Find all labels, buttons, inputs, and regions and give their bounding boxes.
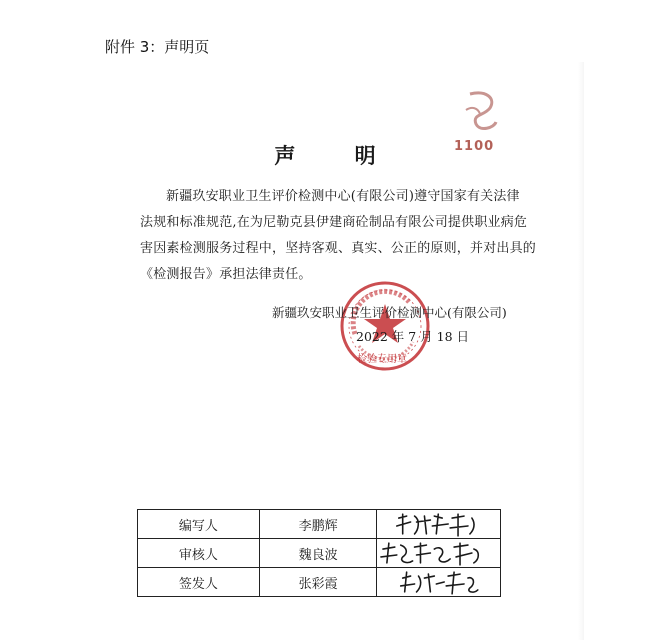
role-cell: 编写人 xyxy=(138,510,260,539)
declaration-title: 声 明 xyxy=(274,143,402,168)
name-cell: 李鹏辉 xyxy=(259,510,377,539)
name-cell: 魏良波 xyxy=(259,539,377,568)
table-row xyxy=(138,568,501,597)
table-row xyxy=(138,539,501,568)
table-row xyxy=(138,510,501,539)
handwritten-signature-cell xyxy=(377,510,501,539)
corner-mark-text: 1100 xyxy=(454,139,495,154)
signature-date: 2022 年 7 月 18 日 xyxy=(356,329,470,344)
handwritten-signature-cell xyxy=(377,568,501,597)
body-line: 新疆玖安职业卫生评价检测中心(有限公司)遵守国家有关法律 xyxy=(166,189,520,204)
signoff-table xyxy=(137,509,501,597)
role-cell: 审核人 xyxy=(138,539,260,568)
handwritten-signature xyxy=(377,539,500,567)
body-line: 害因素检测服务过程中，坚持客观、真实、公正的原则，并对出具的 xyxy=(140,241,537,256)
body-line: 法规和标准规范,在为尼勒克县伊建商砼制品有限公司提供职业病危 xyxy=(140,215,528,230)
signature-organization: 新疆玖安职业卫生评价检测中心(有限公司) xyxy=(272,305,507,320)
handwritten-signature xyxy=(377,568,500,596)
body-line: 《检测报告》承担法律责任。 xyxy=(140,267,312,282)
declaration-body xyxy=(140,184,537,288)
role-cell: 签发人 xyxy=(138,568,260,597)
attachment-label: 附件 3：声明页 xyxy=(105,38,210,56)
seal-label: 检验专用章 xyxy=(357,354,407,365)
handwritten-signature-cell xyxy=(377,539,501,568)
name-cell: 张彩霞 xyxy=(259,568,377,597)
corner-stamp-mark xyxy=(460,88,500,136)
handwritten-signature xyxy=(377,510,500,538)
